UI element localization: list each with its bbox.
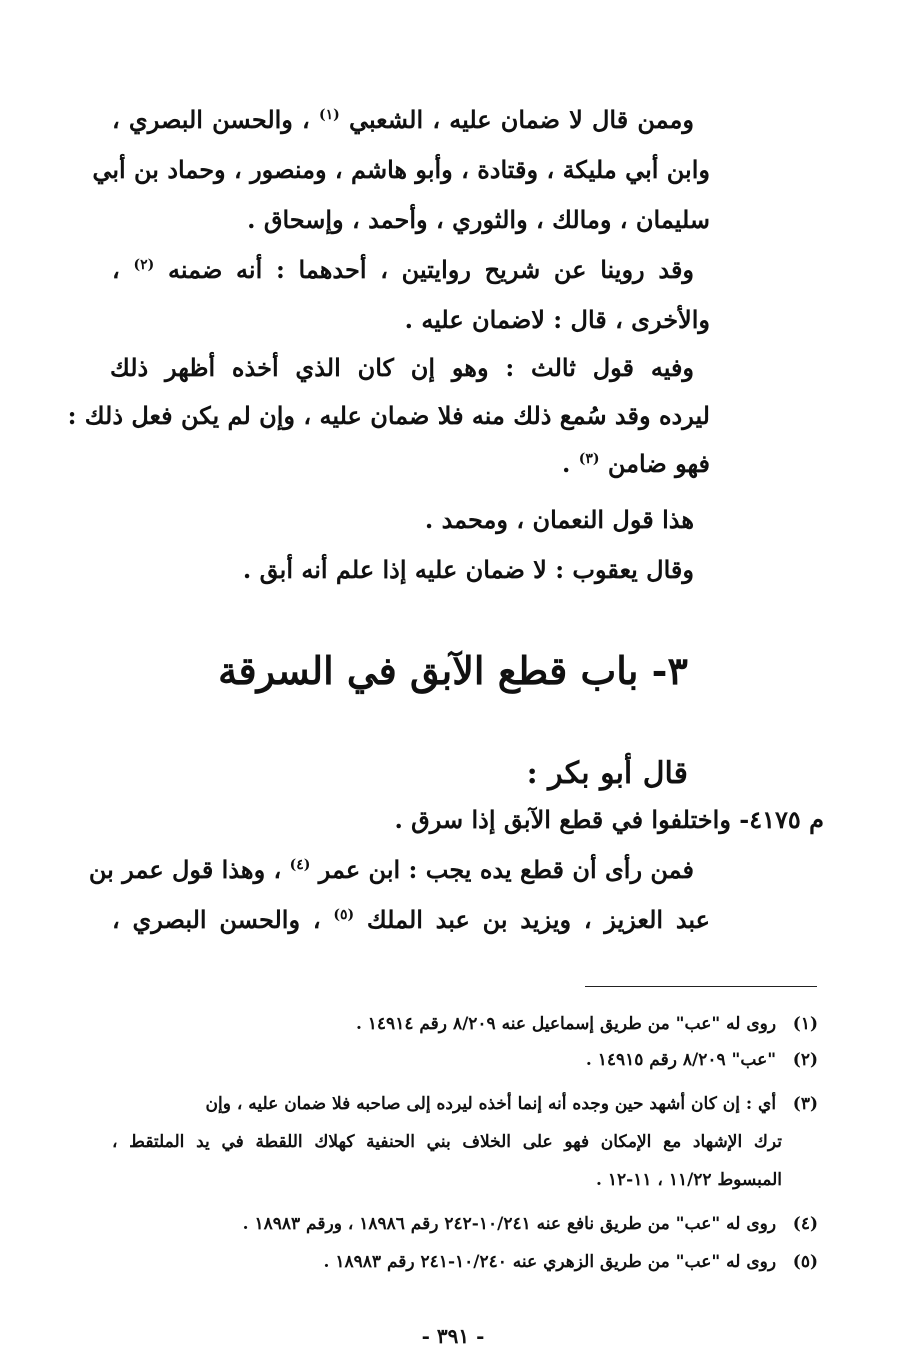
body-line: وقال يعقوب : لا ضمان عليه إذا علم أنه أبق . <box>242 555 694 584</box>
footnote-number: (١) <box>792 1014 818 1034</box>
footnote-3-line: المبسوط ١١/٢٢ ، ١١-١٢ . <box>596 1170 782 1190</box>
body-line: وابن أبي مليكة ، وقتادة ، وأبو هاشم ، ومنصور ، وحماد بن أبي <box>92 155 710 184</box>
footnote-number: (٢) <box>792 1050 818 1070</box>
footnote-2: (٢) "عب" ٨/٢٠٩ رقم ١٤٩١٥ . <box>585 1050 818 1070</box>
footnote-4: (٤) روى له "عب" من طريق نافع عنه ١٠/٢٤١-٢٤٢ رقم ١٨٩٨٦ ، ورقم ١٨٩٨٣ . <box>242 1214 818 1234</box>
body-line: عبد العزيز ، ويزيد بن عبد الملك $^{(٥)}$ ، والحسن البصري ، <box>112 905 710 934</box>
body-line: فهو ضامن $^{(٣)}$ . <box>562 449 710 478</box>
footnote-separator <box>585 986 817 987</box>
body-line: ليرده وقد سُمع ذلك منه فلا ضمان عليه ، وإن لم يكن فعل ذلك : <box>67 401 710 430</box>
footnote-1: (١) روى له "عب" من طريق إسماعيل عنه ٨/٢٠٩ رقم ١٤٩١٤ . <box>355 1014 818 1034</box>
footnote-3-line: ترك الإشهاد مع الإمكان فهو على الخلاف بني الحنفية كهلاك اللقطة في يد الملتقط ، <box>112 1132 782 1152</box>
footnote-number: (٥) <box>792 1252 818 1272</box>
footnote-ref: (٥) <box>333 907 355 923</box>
footnote-number: (٣) <box>792 1094 818 1114</box>
body-line: سليمان ، ومالك ، والثوري ، وأحمد ، وإسحاق . <box>247 205 710 234</box>
page-number: - ٣٩١ - <box>421 1324 485 1348</box>
footnote-ref: (٤) <box>289 857 311 873</box>
footnote-ref: (٢) <box>133 257 155 273</box>
body-line: هذا قول النعمان ، ومحمد . <box>424 505 694 534</box>
issue-line: م ٤١٧٥- واختلفوا في قطع الآبق إذا سرق . <box>394 805 824 834</box>
chapter-title: ٣- باب قطع الآبق في السرقة <box>218 648 688 693</box>
footnote-ref: (٣) <box>578 451 600 467</box>
footnote-3: (٣) أي : إن كان أشهد حين وجده أنه إنما أخذه ليرده إلى صاحبه فلا ضمان عليه ، وإن <box>205 1094 818 1114</box>
body-line: وممن قال لا ضمان عليه ، الشعبي $^{(١)}$ ، والحسن البصري ، <box>112 105 694 134</box>
body-line: وفيه قول ثالث : وهو إن كان الذي أخذه أظهر ذلك <box>110 353 694 382</box>
footnote-5: (٥) روى له "عب" من طريق الزهري عنه ١٠/٢٤٠-٢٤١ رقم ١٨٩٨٣ . <box>323 1252 818 1272</box>
footnote-ref: (١) <box>318 107 340 123</box>
body-line: والأخرى ، قال : لاضمان عليه . <box>404 305 710 334</box>
body-line: وقد روينا عن شريح روايتين ، أحدهما : أنه ضمنه $^{(٢)}$ ، <box>112 255 694 284</box>
speaker-heading: قال أبو بكر : <box>526 756 688 791</box>
footnote-number: (٤) <box>792 1214 818 1234</box>
body-line: فمن رأى أن قطع يده يجب : ابن عمر $^{(٤)}$ ، وهذا قول عمر بن <box>88 855 694 884</box>
